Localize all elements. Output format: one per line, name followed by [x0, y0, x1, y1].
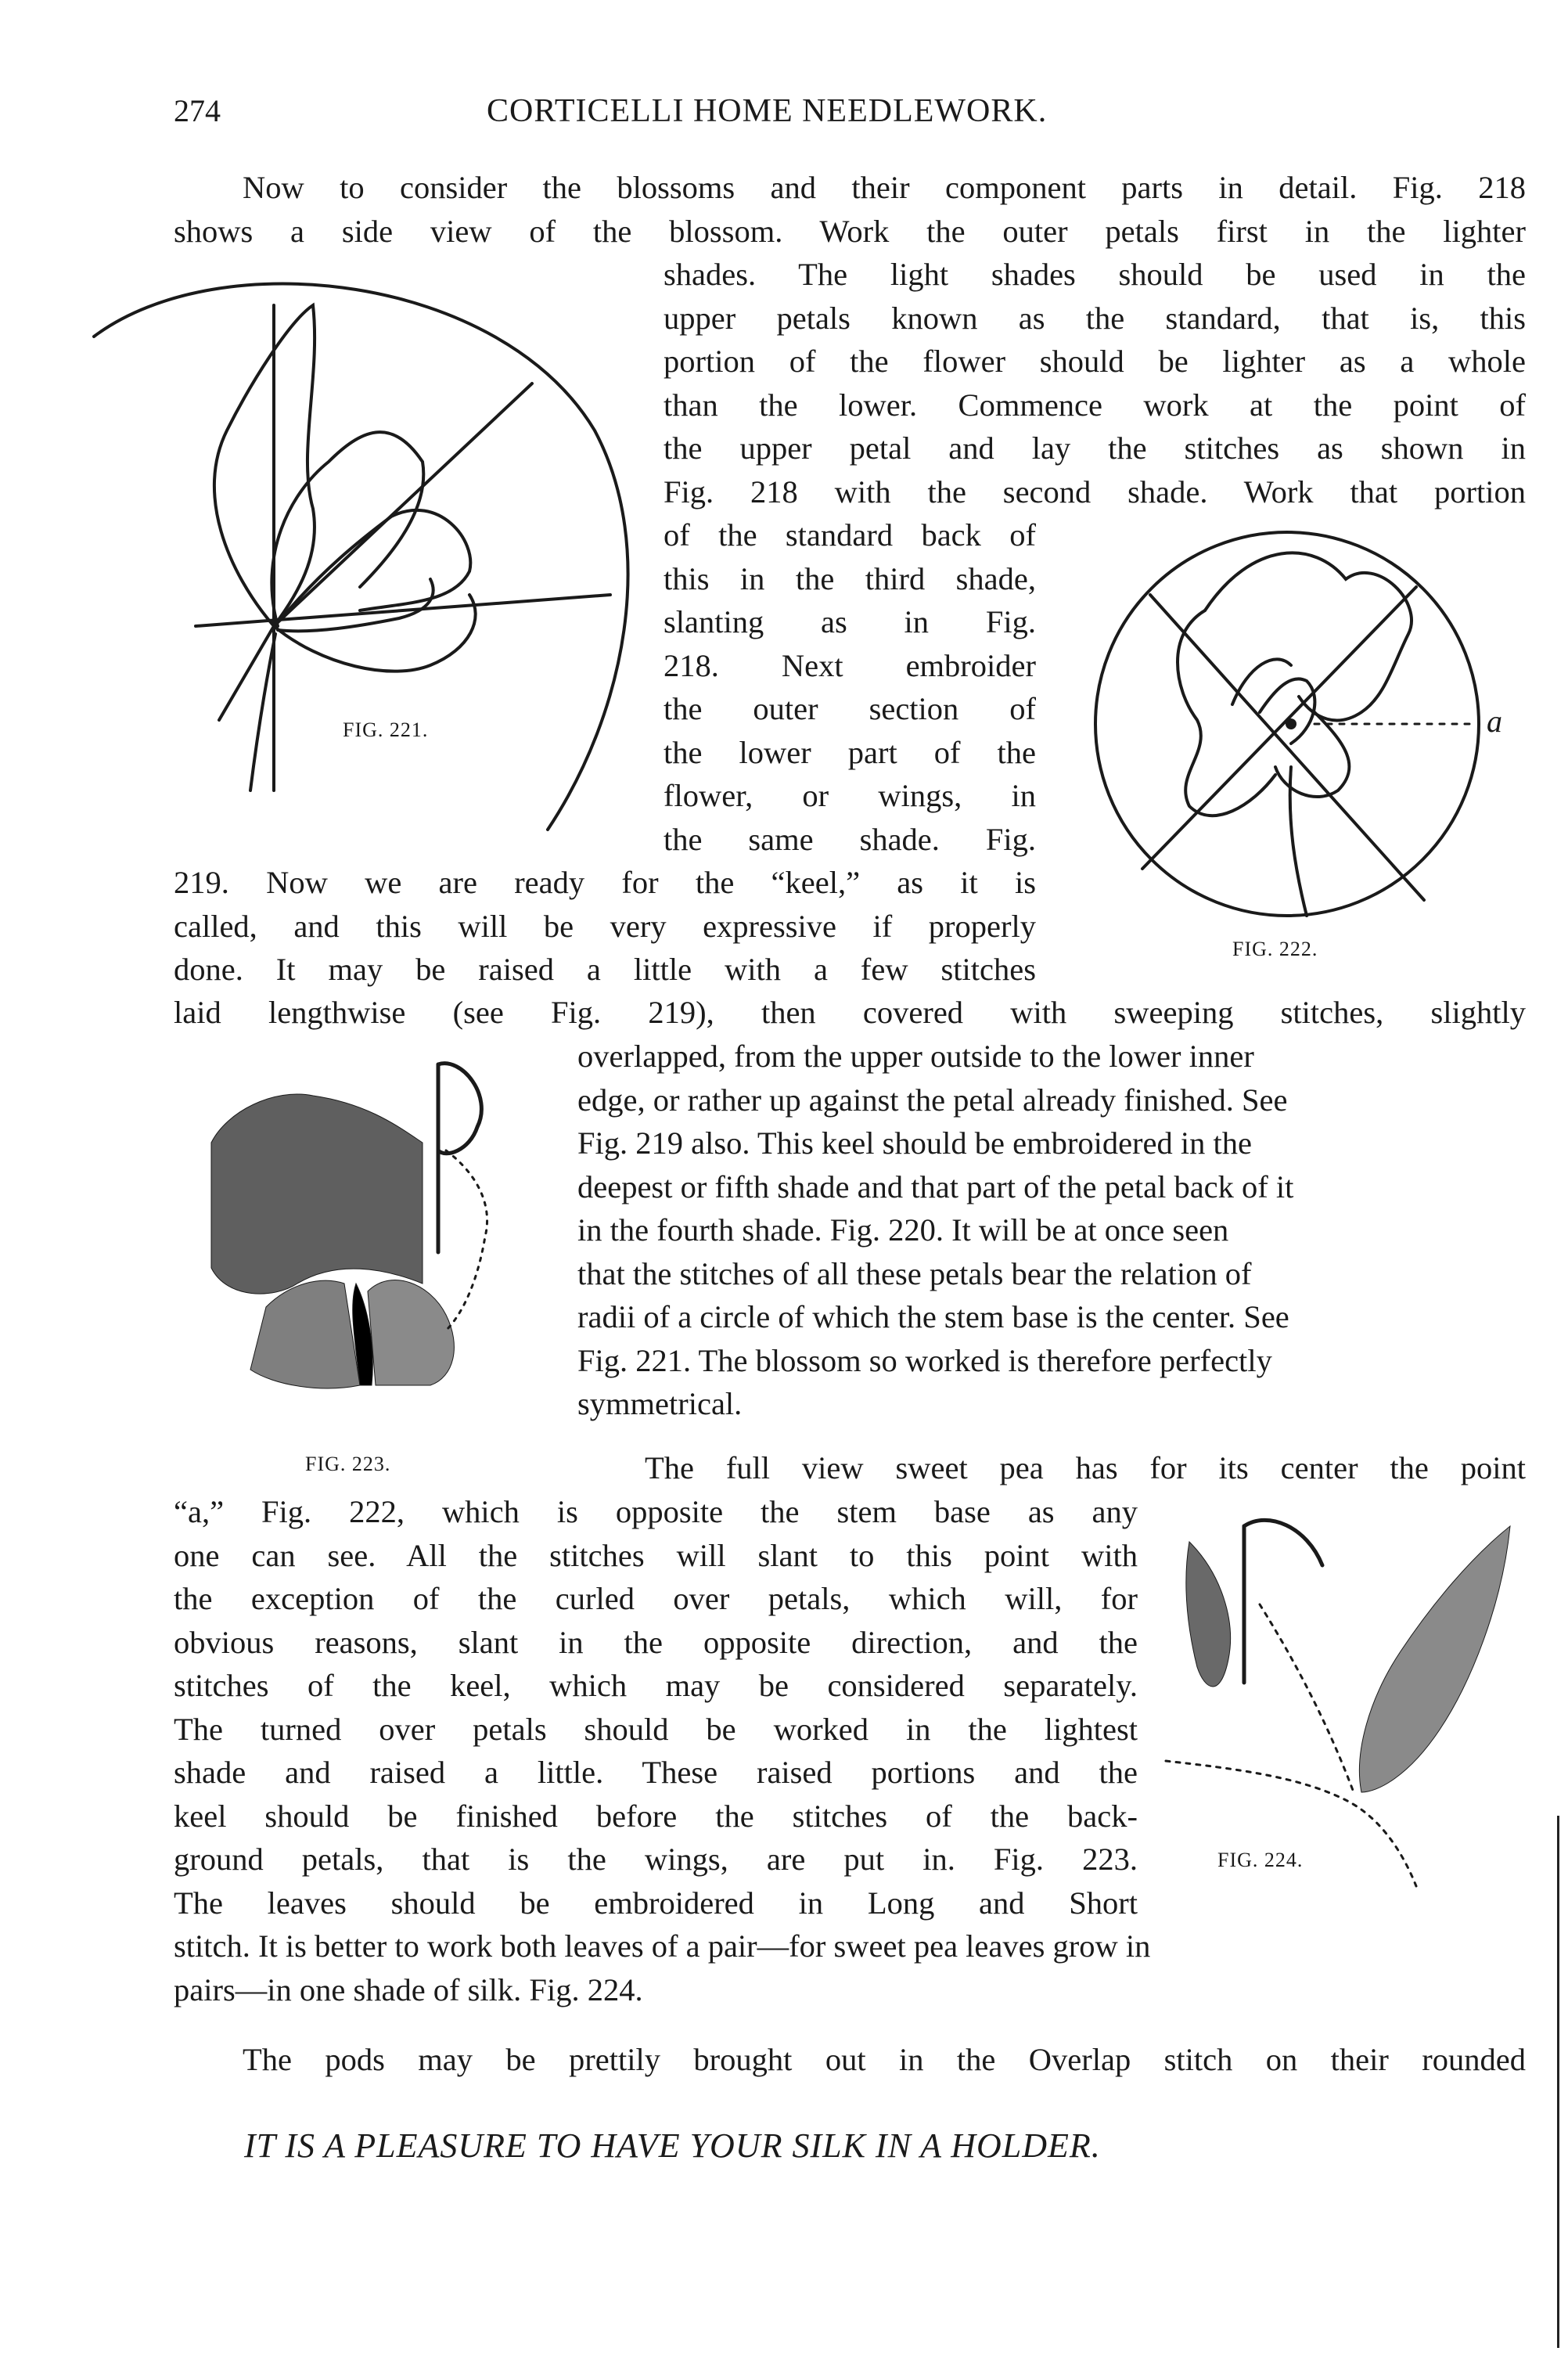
needle-thread — [1244, 1520, 1322, 1565]
text-line: “a,” Fig. 222, which is opposite the stem base as any — [174, 1494, 1138, 1529]
text-line: the same shade. Fig. — [664, 821, 1036, 857]
text-line: upper petals known as the standard, that is, this — [664, 300, 1526, 336]
text-line: slanting as in Fig. — [664, 604, 1036, 639]
right-leaf — [1359, 1526, 1510, 1792]
text-line: The full view sweet pea has for its center the point — [645, 1450, 1526, 1485]
text-line: keel should be finished before the stitches of the back- — [174, 1798, 1138, 1834]
text-line: Now to consider the blossoms and their component parts in detail. Fig. 218 — [243, 170, 1526, 205]
text-line: this in the third shade, — [664, 560, 1036, 596]
paragraph-1-full-line — [174, 991, 1526, 1035]
text-line: in the fourth shade. Fig. 220. It will be at once seen — [577, 1212, 1229, 1248]
needle-thread — [438, 1064, 481, 1154]
figure-222-full-view-sweet-pea — [1080, 509, 1518, 947]
text-line: The pods may be prettily brought out in the Overlap stitch on their rounded — [243, 2042, 1526, 2077]
figure-222-caption: FIG. 222. — [1232, 938, 1318, 960]
text-line: shade and raised a little. These raised portions and the — [174, 1755, 1138, 1790]
text-line: done. It may be raised a little with a few stitches — [174, 952, 1036, 987]
paragraph-1-right-column — [577, 1035, 1526, 1426]
text-line: than the lower. Commence work at the point of — [664, 387, 1526, 423]
text-line: symmetrical. — [577, 1386, 743, 1421]
running-head — [174, 92, 1566, 139]
standard-petal-left — [214, 305, 315, 626]
text-line: 219. Now we are ready for the “keel,” as it is — [174, 865, 1036, 900]
text-line: the exception of the curled over petals, which will, for — [174, 1581, 1138, 1616]
text-line: the upper petal and lay the stitches as shown in — [664, 430, 1526, 466]
text-line: of the standard back of — [664, 517, 1036, 553]
text-line: deepest or fifth shade and that part of the petal back of it — [577, 1168, 1294, 1204]
footer-slogan: IT IS A PLEASURE TO HAVE YOUR SILK IN A HOLDER. — [244, 2126, 1101, 2165]
figure-224-caption: FIG. 224. — [1217, 1849, 1304, 1871]
figure-223-caption: FIG. 223. — [305, 1453, 391, 1475]
text-line: laid lengthwise (see Fig. 219), then covered with sweeping stitches, slightly — [174, 995, 1526, 1030]
left-leaf — [1186, 1542, 1231, 1687]
dotted-outline — [446, 1150, 487, 1330]
paragraph-1-right-column-wide — [664, 253, 1526, 513]
upper-petal-filled — [211, 1094, 423, 1294]
text-line: 218. Next embroider — [664, 647, 1036, 683]
diagonal-radius-lower — [219, 626, 274, 720]
paragraph-2-end — [174, 1925, 1526, 2011]
text-line: radii of a circle of which the stem base is the center. See — [577, 1299, 1289, 1334]
dotted-stem-branch — [1260, 1604, 1354, 1792]
paragraph-3 — [243, 2038, 1526, 2082]
keel-petal — [278, 579, 433, 631]
text-line: The turned over petals should be worked in the lightest — [174, 1711, 1138, 1747]
text-line: ground petals, that is the wings, are put in. Fig. 223. — [174, 1842, 1138, 1877]
text-line: Fig. 221. The blossom so worked is therefore perfectly — [577, 1342, 1272, 1378]
diagonal-right — [1142, 587, 1416, 869]
page-number: 274 — [174, 93, 221, 128]
radius-arc — [94, 284, 628, 830]
paragraph-1-narrow-column — [664, 513, 1036, 861]
text-line: the lower part of the — [664, 734, 1036, 770]
text-line: Fig. 218 with the second shade. Work that portion — [664, 473, 1526, 509]
paragraph-2-first-line — [645, 1446, 1526, 1490]
running-title: CORTICELLI HOME NEEDLEWORK. — [487, 93, 1048, 129]
figure-221-caption: FIG. 221. — [343, 718, 429, 741]
text-line: the outer section of — [664, 691, 1036, 726]
diagonal-left — [1150, 595, 1424, 900]
figure-223-keel-embroidery — [180, 1049, 556, 1409]
text-line: flower, or wings, in — [664, 778, 1036, 813]
text-line: shades. The light shades should be used in the — [664, 257, 1526, 292]
keel — [1260, 679, 1314, 744]
text-line: that the stitches of all these petals bear the relation of — [577, 1255, 1252, 1291]
text-line: pairs—in one shade of silk. Fig. 224. — [174, 1971, 643, 2007]
figure-224-leaves — [1142, 1495, 1534, 1910]
figure-221-side-view-blossom — [63, 258, 657, 884]
text-line: portion of the flower should be lighter as a whole — [664, 344, 1526, 379]
text-line: called, and this will be very expressive if properly — [174, 908, 1036, 944]
lower-petal-left — [250, 1280, 360, 1388]
text-line: The leaves should be embroidered in Long and Short — [174, 1885, 1138, 1921]
figure-222-label-a: a — [1487, 704, 1503, 739]
text-line: overlapped, from the upper outside to the lower inner — [577, 1039, 1254, 1074]
text-line: edge, or rather up against the petal already finished. See — [577, 1082, 1288, 1118]
paragraph-2-left-column — [174, 1490, 1138, 1925]
text-line: shows a side view of the blossom. Work the outer petals first in the lighter — [174, 213, 1526, 249]
paragraph-1-opening — [174, 166, 1526, 253]
text-line: Fig. 219 also. This keel should be embroidered in the — [577, 1125, 1252, 1161]
text-line: one can see. All the stitches will slant to this point with — [174, 1537, 1138, 1573]
lower-petal-right — [368, 1280, 454, 1385]
center-point — [1287, 720, 1295, 728]
horizontal-radius — [196, 595, 610, 626]
text-line: stitches of the keel, which may be considered separately. — [174, 1668, 1138, 1703]
text-line: obvious reasons, slant in the opposite direction, and the — [174, 1624, 1138, 1660]
text-line: stitch. It is better to work both leaves of a pair—for sweet pea leaves grow in — [174, 1928, 1151, 1964]
scan-edge-rule — [1557, 1816, 1559, 2348]
